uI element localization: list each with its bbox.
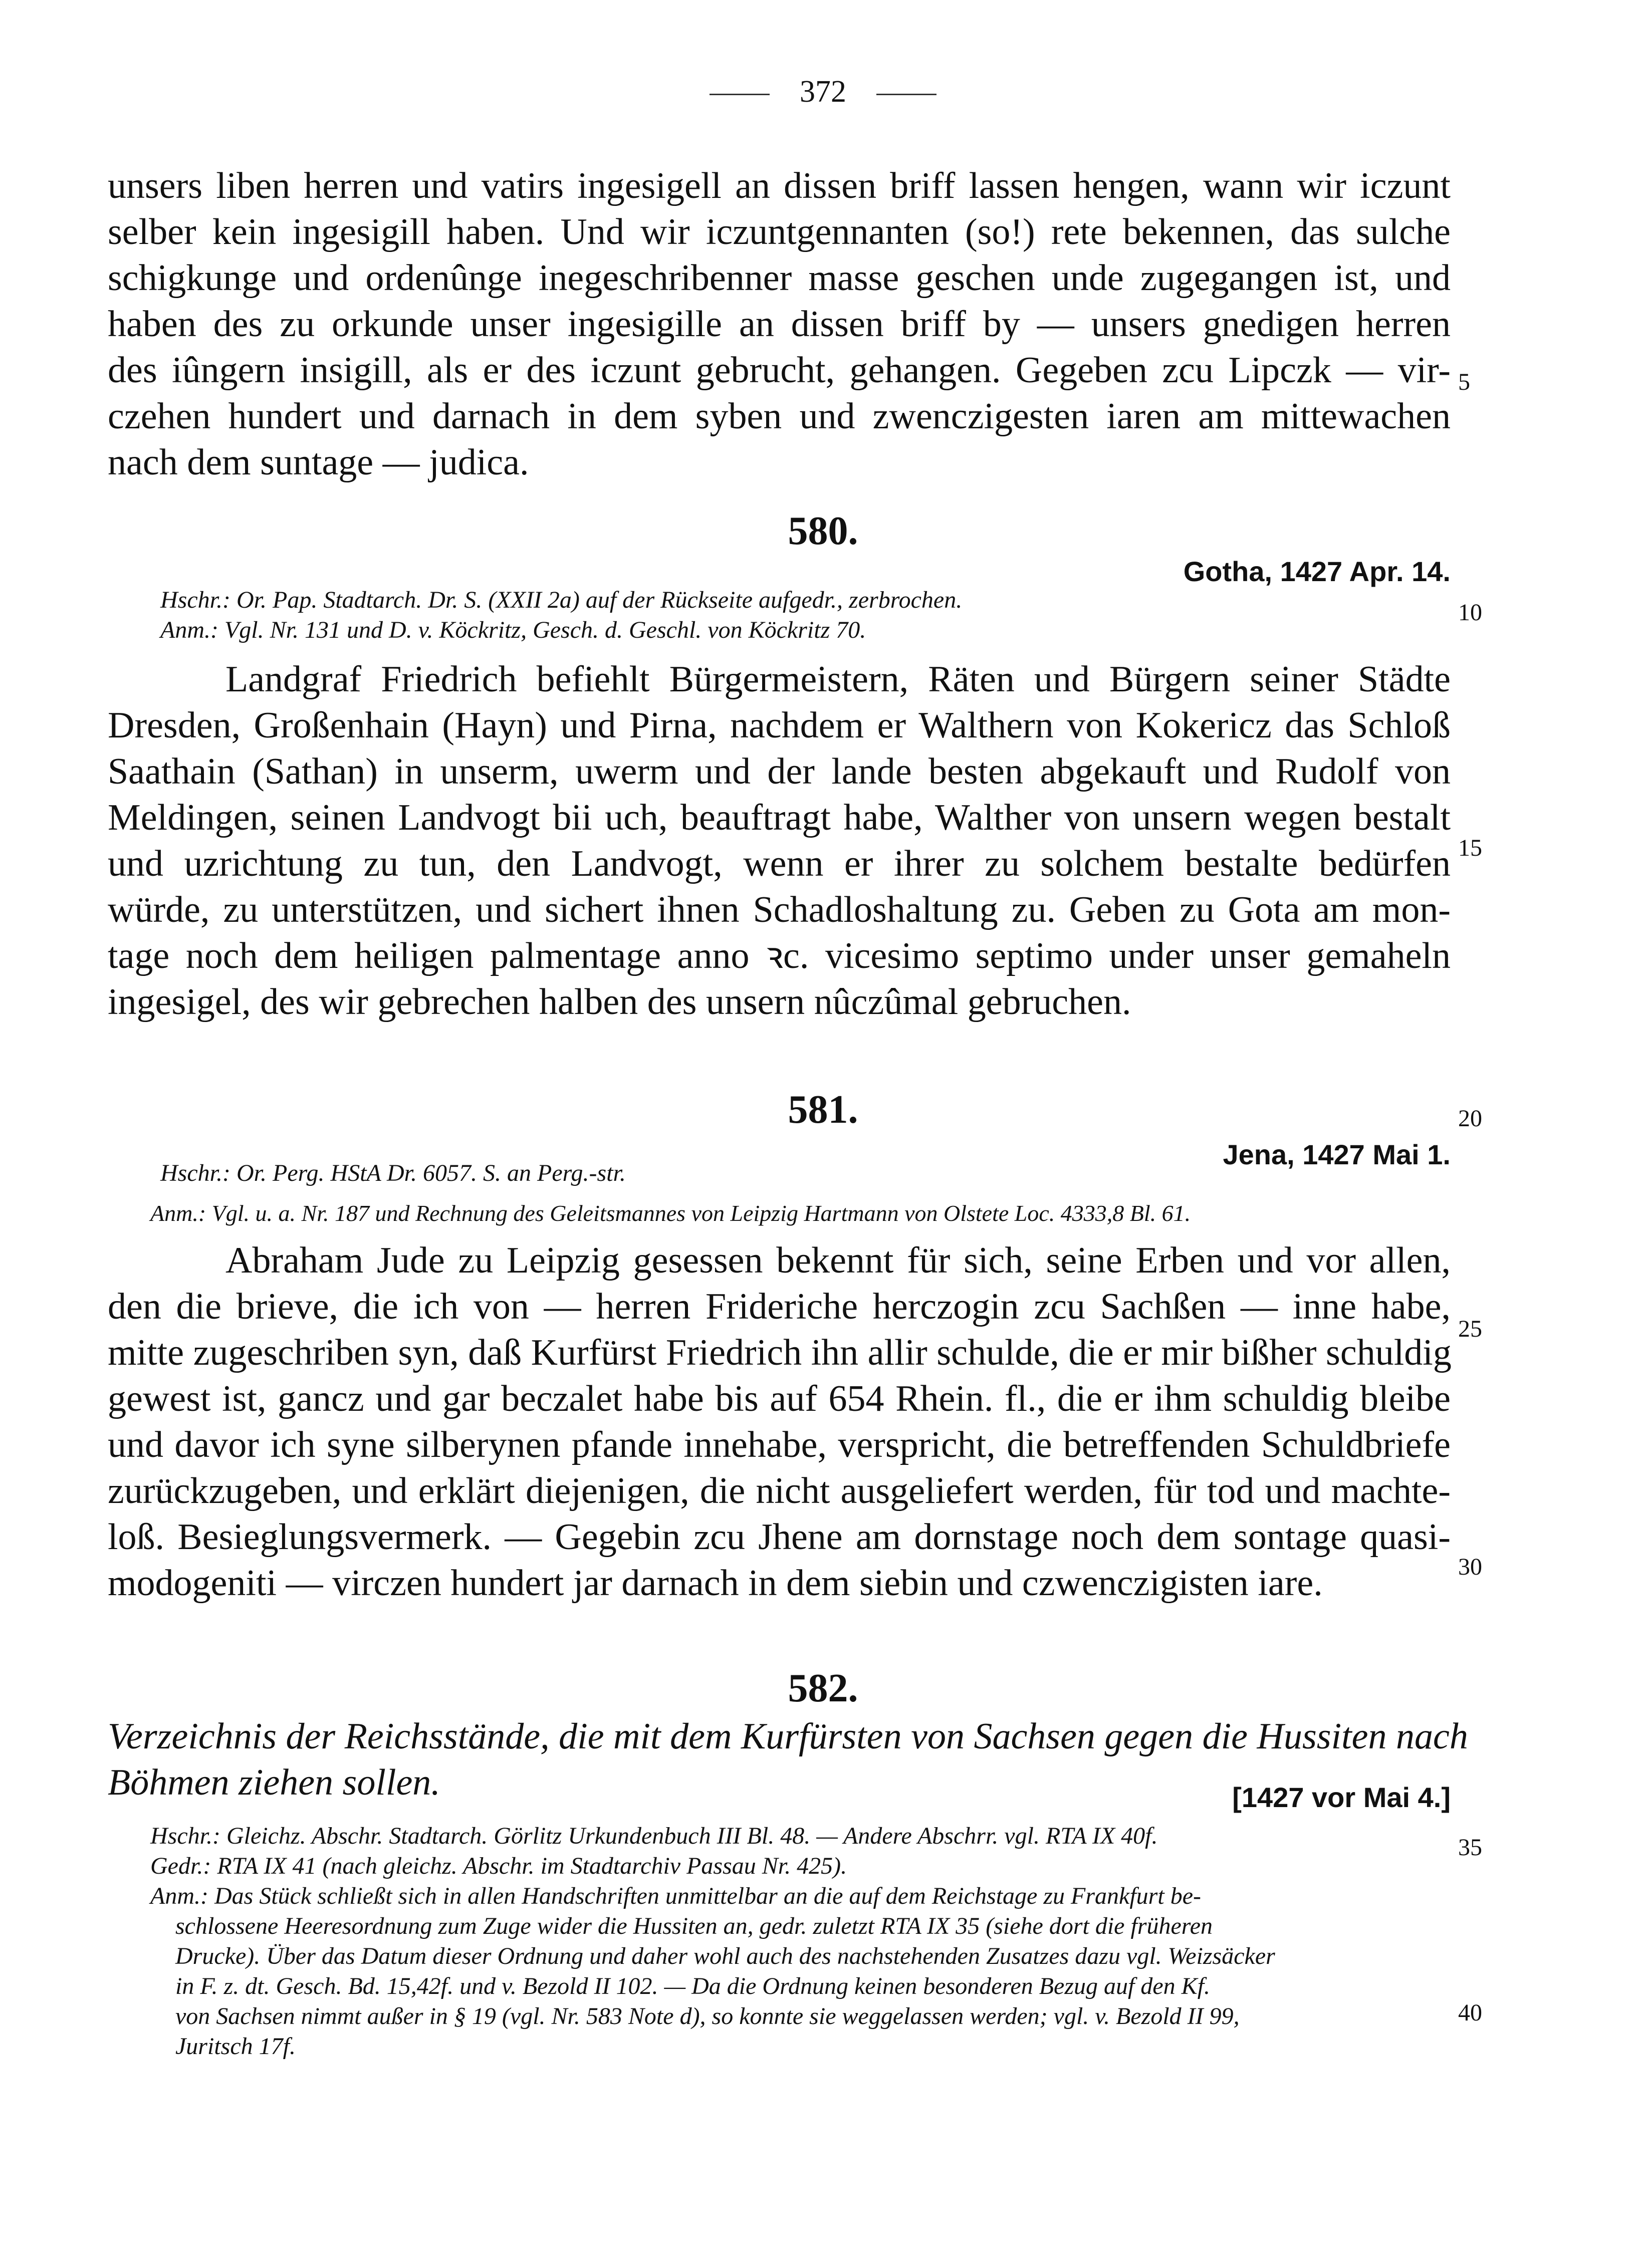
header-rule-right: [876, 94, 936, 95]
anm-note-582-cont: in F. z. dt. Gesch. Bd. 15,42f. und v. Bezold II 102. — Da die Ordnung keinen besonderen Bezug auf den Kf.: [175, 1973, 1211, 1999]
text-line: den die brieve, die ich von — herren Frideriche herczogin zcu Sachßen — inne habe,: [108, 1286, 1451, 1327]
text-line: modogeniti — virczen hundert jar darnach in dem siebin und czwenczigisten iare.: [108, 1563, 1323, 1604]
line-number: 20: [1458, 1105, 1482, 1132]
text-line: czehen hundert und darnach in dem syben und zwenczigesten iaren am mittewachen: [108, 396, 1451, 437]
document-number-582: 582.: [788, 1666, 858, 1710]
anm-note-582: Anm.: Das Stück schließt sich in allen Handschriften unmittelbar an die auf dem Reichstage zu Frankfurt be-: [150, 1883, 1201, 1909]
line-number: 40: [1458, 1999, 1482, 2026]
text-line: Saathain (Sathan) in unserm, uwerm und der lande besten abgekauft und Rudolf von: [108, 751, 1451, 792]
text-line: Verzeichnis der Reichsstände, die mit dem Kurfürsten von Sachsen gegen die Hussiten nach: [108, 1716, 1468, 1757]
document-number-581: 581.: [788, 1088, 858, 1132]
intro-paragraph: [108, 163, 1451, 485]
anm-note-582-cont: schlossene Heeresordnung zum Zuge wider die Hussiten an, gedr. zuletzt RTA IX 35 (siehe dort die früheren: [175, 1913, 1213, 1939]
text-line: gewest ist, gancz und gar beczalet habe bis auf 654 Rhein. fl., die er ihm schuldig bleibe: [108, 1378, 1451, 1419]
header-rule-left: [710, 94, 770, 95]
line-number: 30: [1458, 1554, 1482, 1580]
text-line: Meldingen, seinen Landvogt bii uch, beauftragt habe, Walther von unsern wegen bestalt: [108, 797, 1451, 838]
text-line: mitte zugeschriben syn, daß Kurfürst Friedrich ihn allir schulde, die er mir bißher schuldig: [108, 1332, 1452, 1373]
regest-paragraph-580: [108, 656, 1451, 1025]
text-line: des iûngern insigill, als er des iczunt gebrucht, gehangen. Gegeben zcu Lipczk — vir-: [108, 350, 1451, 391]
text-line: Abraham Jude zu Leipzig gesessen bekennt für sich, seine Erben und vor allen,: [225, 1240, 1451, 1281]
line-number: 35: [1458, 1834, 1482, 1861]
line-number: 15: [1458, 835, 1482, 861]
regest-paragraph-581: [108, 1237, 1451, 1606]
gedr-note-582: Gedr.: RTA IX 41 (nach gleichz. Abschr. im Stadtarchiv Passau Nr. 425).: [150, 1853, 847, 1879]
text-line: Landgraf Friedrich befiehlt Bürgermeistern, Räten und Bürgern seiner Städte: [225, 659, 1451, 700]
text-line: ingesigel, des wir gebrechen halben des unsern nûczûmal gebruchen.: [108, 981, 1131, 1023]
text-line: nach dem suntage — judica.: [108, 442, 529, 483]
document-date-580: Gotha, 1427 Apr. 14.: [1183, 556, 1451, 587]
text-line: Dresden, Großenhain (Hayn) und Pirna, nachdem er Walthern von Kokericz das Schloß: [108, 705, 1451, 746]
text-line: und davor ich syne silberynen pfande innehabe, verspricht, die betreffenden Schuldbriefe: [108, 1424, 1451, 1465]
line-number: 25: [1458, 1316, 1482, 1342]
page-header: [0, 74, 1646, 110]
line-number: 5: [1458, 369, 1470, 395]
text-line: zurückzugeben, und erklärt diejenigen, die nicht ausgeliefert werden, für tod und machte-: [108, 1470, 1451, 1511]
hschr-note-582: Hschr.: Gleichz. Abschr. Stadtarch. Görlitz Urkundenbuch III Bl. 48. — Andere Abschrr. vgl. RTA IX 40f.: [150, 1823, 1158, 1849]
anm-note-582-cont: Drucke). Über das Datum dieser Ordnung und daher wohl auch des nachstehenden Zusatzes dazu vgl. Weizsäcker: [175, 1943, 1275, 1969]
hschr-note-581: Hschr.: Or. Perg. HStA Dr. 6057. S. an Perg.-str.: [160, 1160, 626, 1186]
anm-note-580: Anm.: Vgl. Nr. 131 und D. v. Köckritz, Gesch. d. Geschl. von Köckritz 70.: [160, 617, 866, 643]
text-line: unsers liben herren und vatirs ingesigell an dissen briff lassen hengen, wann wir iczunt: [108, 165, 1451, 206]
anm-note-582-cont: Juritsch 17f.: [175, 2033, 296, 2060]
hschr-note-580: Hschr.: Or. Pap. Stadtarch. Dr. S. (XXII 2a) auf der Rückseite aufgedr., zerbrochen.: [160, 587, 963, 613]
page-number: 372: [800, 75, 846, 109]
anm-note-582-cont: von Sachsen nimmt außer in § 19 (vgl. Nr. 583 Note d), so konnte sie weggelassen werden; vgl. v. Bezold II 99,: [175, 2003, 1240, 2030]
document-date-581: Jena, 1427 Mai 1.: [1223, 1139, 1451, 1170]
text-line: Böhmen ziehen sollen.: [108, 1762, 440, 1803]
anm-note-581: Anm.: Vgl. u. a. Nr. 187 und Rechnung des Geleitsmannes von Leipzig Hartmann von Olstete Loc. 4333,8 Bl. 61.: [150, 1200, 1191, 1226]
text-line: tage noch dem heiligen palmentage anno ꝛc. vicesimo septimo under unser gemaheln: [108, 935, 1451, 976]
text-line: haben des zu orkunde unser ingesigille an dissen briff by — unsers gnedigen herren: [108, 304, 1451, 345]
text-line: selber kein ingesigill haben. Und wir iczuntgennanten (so!) rete bekennen, das sulche: [108, 211, 1451, 253]
text-line: und uzrichtung zu tun, den Landvogt, wenn er ihrer zu solchem bestalte bedürfen: [108, 843, 1451, 884]
document-number-580: 580.: [788, 509, 858, 553]
text-line: schigkunge und ordenûnge inegeschribenner masse geschen unde zugegangen ist, und: [108, 258, 1451, 299]
text-line: würde, zu unterstützen, und sichert ihnen Schadloshaltung zu. Geben zu Gota am mon-: [108, 889, 1451, 930]
line-number: 10: [1458, 599, 1482, 626]
document-date-582: [1427 vor Mai 4.]: [1232, 1782, 1451, 1813]
text-line: loß. Besieglungsvermerk. — Gegebin zcu Jhene am dornstage noch dem sontage quasi-: [108, 1517, 1451, 1558]
